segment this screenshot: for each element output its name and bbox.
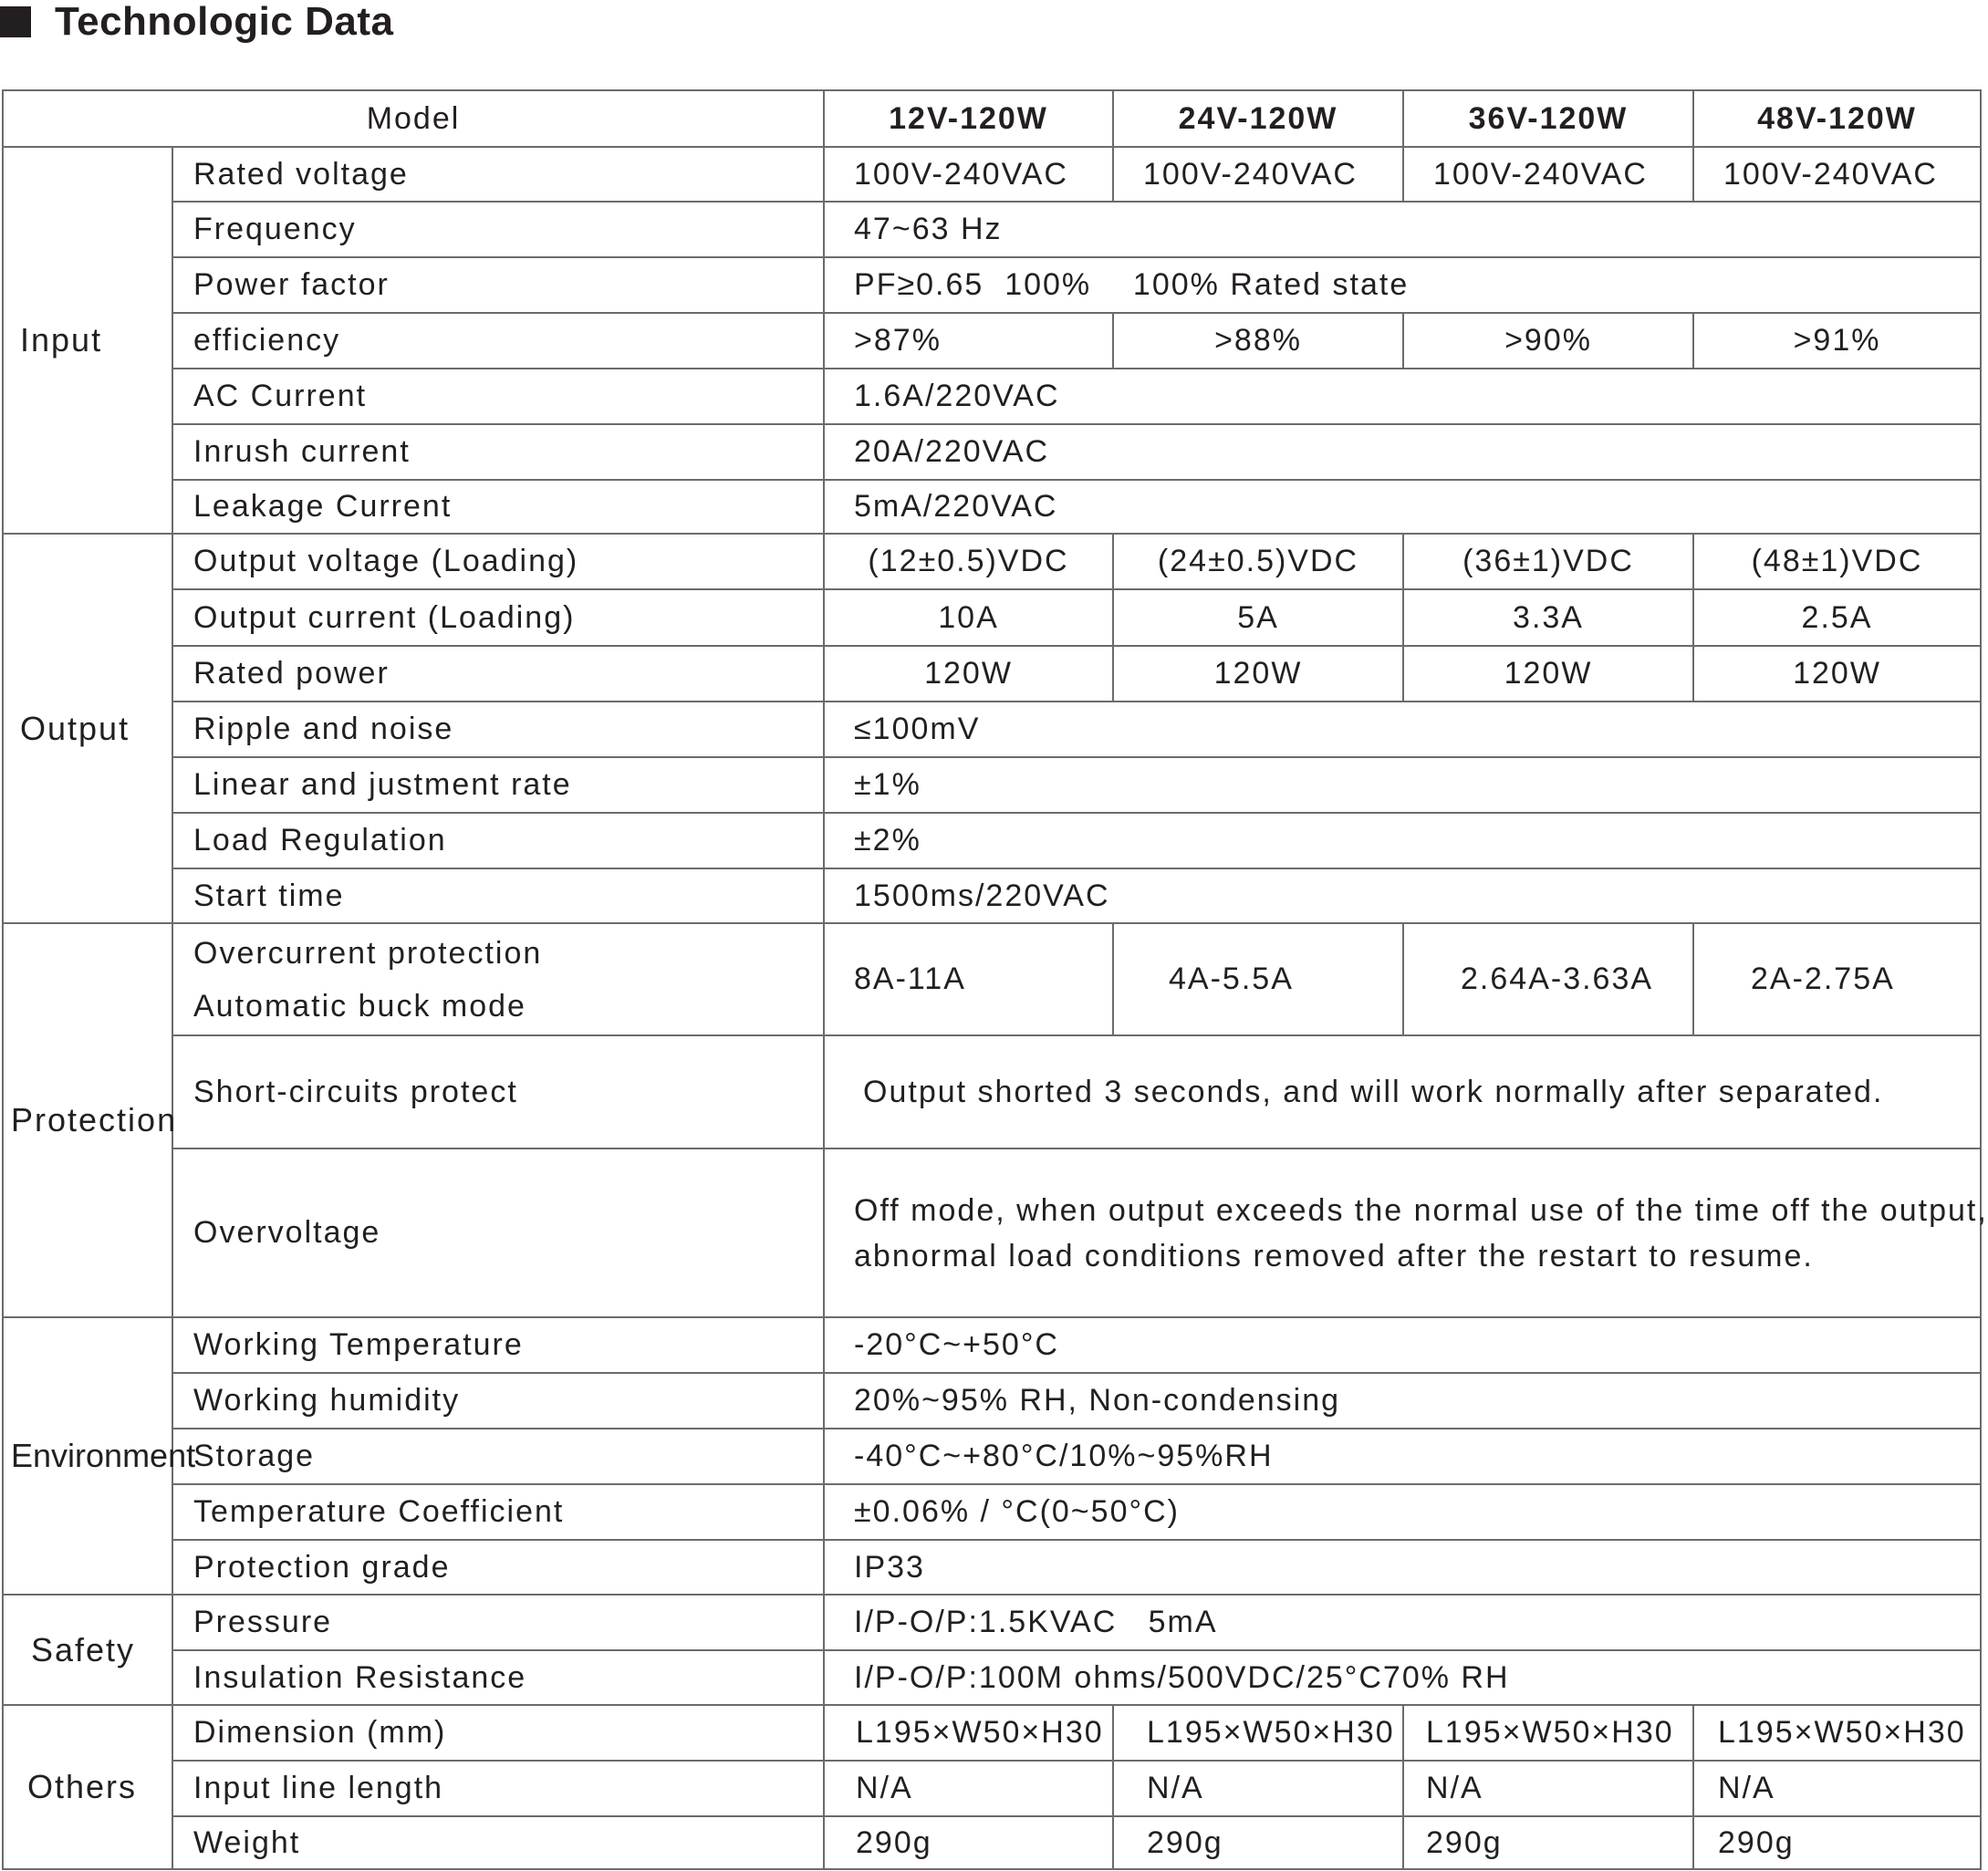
cell-value: 120W <box>824 646 1113 702</box>
table-row <box>3 1650 1981 1705</box>
cell-value: PF≥0.65 100% 100% Rated state <box>824 257 1981 313</box>
cell-value: (48±1)VDC <box>1693 534 1981 589</box>
cell-value: 2.64A-3.63A <box>1403 923 1693 1035</box>
row-label-line: Automatic buck mode <box>193 988 526 1024</box>
row-label: Short-circuits protect <box>172 1035 824 1149</box>
cell-value: ±0.06% / °C(0~50°C) <box>824 1484 1981 1540</box>
cell-value: L195×W50×H30 <box>824 1705 1113 1761</box>
model-column-header: 12V-120W <box>824 90 1113 147</box>
table-row <box>3 868 1981 923</box>
model-header: Model <box>3 90 824 147</box>
cell-value: (12±0.5)VDC <box>824 534 1113 589</box>
cell-value: I/P-O/P:100M ohms/500VDC/25°C70% RH <box>824 1650 1981 1705</box>
table-row <box>3 480 1981 534</box>
group-label-input: Input <box>3 147 172 534</box>
cell-value: 290g <box>1403 1816 1693 1869</box>
cell-value: 1500ms/220VAC <box>824 868 1981 923</box>
model-column-header: 24V-120W <box>1113 90 1403 147</box>
cell-value: 10A <box>824 589 1113 646</box>
row-label: Leakage Current <box>172 480 824 534</box>
table-row <box>3 424 1981 480</box>
table-row <box>3 1373 1981 1429</box>
table-row <box>3 702 1981 757</box>
table-row <box>3 1484 1981 1540</box>
table-row <box>3 1540 1981 1595</box>
row-label: Linear and justment rate <box>172 757 824 813</box>
table-row <box>3 1705 1981 1761</box>
row-label: Load Regulation <box>172 813 824 868</box>
row-label: Overvoltage <box>172 1149 824 1317</box>
table-row <box>3 1816 1981 1869</box>
cell-value: 100V-240VAC <box>1113 147 1403 202</box>
table-row <box>3 313 1981 369</box>
cell-value: >87% <box>824 313 1113 369</box>
row-label: Input line length <box>172 1761 824 1816</box>
row-label: Frequency <box>172 202 824 257</box>
cell-value: N/A <box>1693 1761 1981 1816</box>
cell-value: IP33 <box>824 1540 1981 1595</box>
row-label: Insulation Resistance <box>172 1650 824 1705</box>
row-label: Pressure <box>172 1595 824 1650</box>
cell-value-line: abnormal load conditions removed after the restart to resume. <box>854 1238 1814 1273</box>
cell-value: 120W <box>1693 646 1981 702</box>
cell-value: 120W <box>1113 646 1403 702</box>
cell-value: 100V-240VAC <box>824 147 1113 202</box>
cell-value: 2A-2.75A <box>1693 923 1981 1035</box>
table-row <box>3 589 1981 646</box>
row-label: Protection grade <box>172 1540 824 1595</box>
row-label: Temperature Coefficient <box>172 1484 824 1540</box>
table-row <box>3 369 1981 424</box>
cell-value: 3.3A <box>1403 589 1693 646</box>
table-row <box>3 257 1981 313</box>
cell-value <box>824 1149 1988 1317</box>
row-label: Rated voltage <box>172 147 824 202</box>
cell-value: ≤100mV <box>824 702 1981 757</box>
model-column-header: 36V-120W <box>1403 90 1693 147</box>
table-row <box>3 1035 1981 1149</box>
cell-value: >91% <box>1693 313 1981 369</box>
spec-table <box>2 89 1988 1870</box>
row-label: Rated power <box>172 646 824 702</box>
cell-value: 290g <box>1113 1816 1403 1869</box>
cell-value: 290g <box>1693 1816 1981 1869</box>
row-label: Working humidity <box>172 1373 824 1429</box>
row-label: efficiency <box>172 313 824 369</box>
cell-value: 1.6A/220VAC <box>824 369 1981 424</box>
table-row <box>3 1429 1981 1484</box>
cell-value: L195×W50×H30 <box>1113 1705 1403 1761</box>
cell-value: -40°C~+80°C/10%~95%RH <box>824 1429 1981 1484</box>
title-bullet-square <box>0 6 31 37</box>
row-label: Weight <box>172 1816 824 1869</box>
cell-value: 20%~95% RH, Non-condensing <box>824 1373 1981 1429</box>
cell-value: 100V-240VAC <box>1693 147 1981 202</box>
cell-value: I/P-O/P:1.5KVAC 5mA <box>824 1595 1981 1650</box>
row-label: AC Current <box>172 369 824 424</box>
table-row <box>3 646 1981 702</box>
cell-value: ±1% <box>824 757 1981 813</box>
table-row <box>3 147 1981 202</box>
table-row <box>3 534 1981 589</box>
cell-value-line: Off mode, when output exceeds the normal use of the time off the output, <box>854 1192 1988 1228</box>
cell-value: N/A <box>824 1761 1113 1816</box>
group-label-safety: Safety <box>3 1595 172 1705</box>
row-label: Dimension (mm) <box>172 1705 824 1761</box>
row-label-line: Overcurrent protection <box>193 935 543 971</box>
row-label: Output voltage (Loading) <box>172 534 824 589</box>
group-label-output: Output <box>3 534 172 923</box>
cell-value: 2.5A <box>1693 589 1981 646</box>
table-header-row <box>3 90 1981 147</box>
group-label-others: Others <box>3 1705 172 1869</box>
cell-value: N/A <box>1113 1761 1403 1816</box>
row-label: Output current (Loading) <box>172 589 824 646</box>
cell-value: 5A <box>1113 589 1403 646</box>
cell-value: 20A/220VAC <box>824 424 1981 480</box>
row-label: Storage <box>172 1429 824 1484</box>
cell-value: Output shorted 3 seconds, and will work normally after separated. <box>824 1035 1981 1149</box>
table-row <box>3 1317 1981 1373</box>
model-column-header: 48V-120W <box>1693 90 1981 147</box>
cell-value: 290g <box>824 1816 1113 1869</box>
table-row <box>3 202 1981 257</box>
cell-value: (24±0.5)VDC <box>1113 534 1403 589</box>
row-label: Inrush current <box>172 424 824 480</box>
cell-value: 8A-11A <box>824 923 1113 1035</box>
row-label: Power factor <box>172 257 824 313</box>
group-label-environment: Environment <box>3 1317 172 1595</box>
cell-value: ±2% <box>824 813 1981 868</box>
cell-value: (36±1)VDC <box>1403 534 1693 589</box>
cell-value: >88% <box>1113 313 1403 369</box>
table-row <box>3 813 1981 868</box>
cell-value: >90% <box>1403 313 1693 369</box>
cell-value: 100V-240VAC <box>1403 147 1693 202</box>
cell-value: N/A <box>1403 1761 1693 1816</box>
group-label-protection: Protection <box>3 923 172 1317</box>
row-label: Working Temperature <box>172 1317 824 1373</box>
cell-value: L195×W50×H30 <box>1693 1705 1981 1761</box>
cell-value: 5mA/220VAC <box>824 480 1981 534</box>
table-row <box>3 1595 1981 1650</box>
page-title-block <box>0 0 393 44</box>
page-title: Technologic Data <box>55 0 394 44</box>
cell-value: 47~63 Hz <box>824 202 1981 257</box>
cell-value: L195×W50×H30 <box>1403 1705 1693 1761</box>
cell-value: 4A-5.5A <box>1113 923 1403 1035</box>
row-label: Ripple and noise <box>172 702 824 757</box>
table-row <box>3 1761 1981 1816</box>
table-row <box>3 923 1981 1035</box>
row-label <box>172 923 824 1035</box>
row-label: Start time <box>172 868 824 923</box>
cell-value: -20°C~+50°C <box>824 1317 1981 1373</box>
table-row <box>3 1149 1981 1317</box>
cell-value: 120W <box>1403 646 1693 702</box>
table-row <box>3 757 1981 813</box>
